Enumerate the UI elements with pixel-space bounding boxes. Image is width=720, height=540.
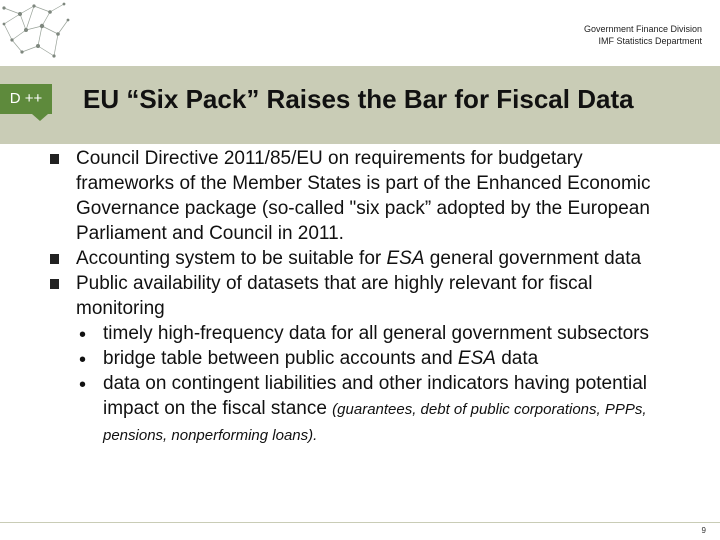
d-plus-badge: D ++ xyxy=(0,84,52,114)
sub-bullet-item xyxy=(0,371,683,448)
sub-bullet-item xyxy=(0,346,683,371)
slide-title: EU “Six Pack” Raises the Bar for Fiscal Data xyxy=(83,84,634,114)
badge-tail xyxy=(32,114,48,121)
bullet-text: Council Directive 2011/85/EU on requirements for budgetary frameworks of the Member States is part of the Enhanced Economic Governance package (so-called "six pack” adopted by the European Parliament and Council in 2011. xyxy=(76,148,651,244)
header-division: Government Finance Division xyxy=(583,24,702,34)
square-bullet-icon xyxy=(50,279,59,289)
bullet-item xyxy=(0,146,686,246)
round-bullet-icon: • xyxy=(79,374,87,396)
square-bullet-icon xyxy=(50,154,59,164)
header-org xyxy=(584,23,702,47)
square-bullet-icon xyxy=(50,254,59,264)
sub-bullet-text: timely high-frequency data for all general government subsectors xyxy=(103,323,650,344)
sub-bullet-text-prefix: bridge table between public accounts and xyxy=(103,348,458,369)
bullet-text-prefix: Accounting system to be suitable for xyxy=(76,248,387,269)
round-bullet-icon: • xyxy=(79,324,87,346)
round-bullet-icon: • xyxy=(79,349,87,371)
header-department: IMF Statistics Department xyxy=(598,36,702,46)
network-graph-logo xyxy=(0,0,72,72)
sub-bullet-item xyxy=(0,321,683,346)
bullet-item xyxy=(0,271,686,321)
bullet-item xyxy=(0,246,686,271)
page-number: 9 xyxy=(701,526,706,535)
bullet-text-emphasis: ESA xyxy=(386,248,425,269)
sub-bullet-note: (guarantees, debt of public corporations, PPPs, pensions, nonperforming loans). xyxy=(103,401,647,444)
footer-rule xyxy=(0,522,720,523)
sub-bullet-text: data on contingent liabilities and other indicators having potential impact on the fiscal stance xyxy=(103,373,647,419)
bullet-text: Public availability of datasets that are highly relevant for fiscal monitoring xyxy=(76,273,593,319)
bullet-text-suffix: general government data xyxy=(424,248,642,269)
sub-bullet-text-emphasis: ESA xyxy=(457,348,496,369)
slide-content xyxy=(0,146,720,448)
sub-bullet-text-suffix: data xyxy=(495,348,539,369)
